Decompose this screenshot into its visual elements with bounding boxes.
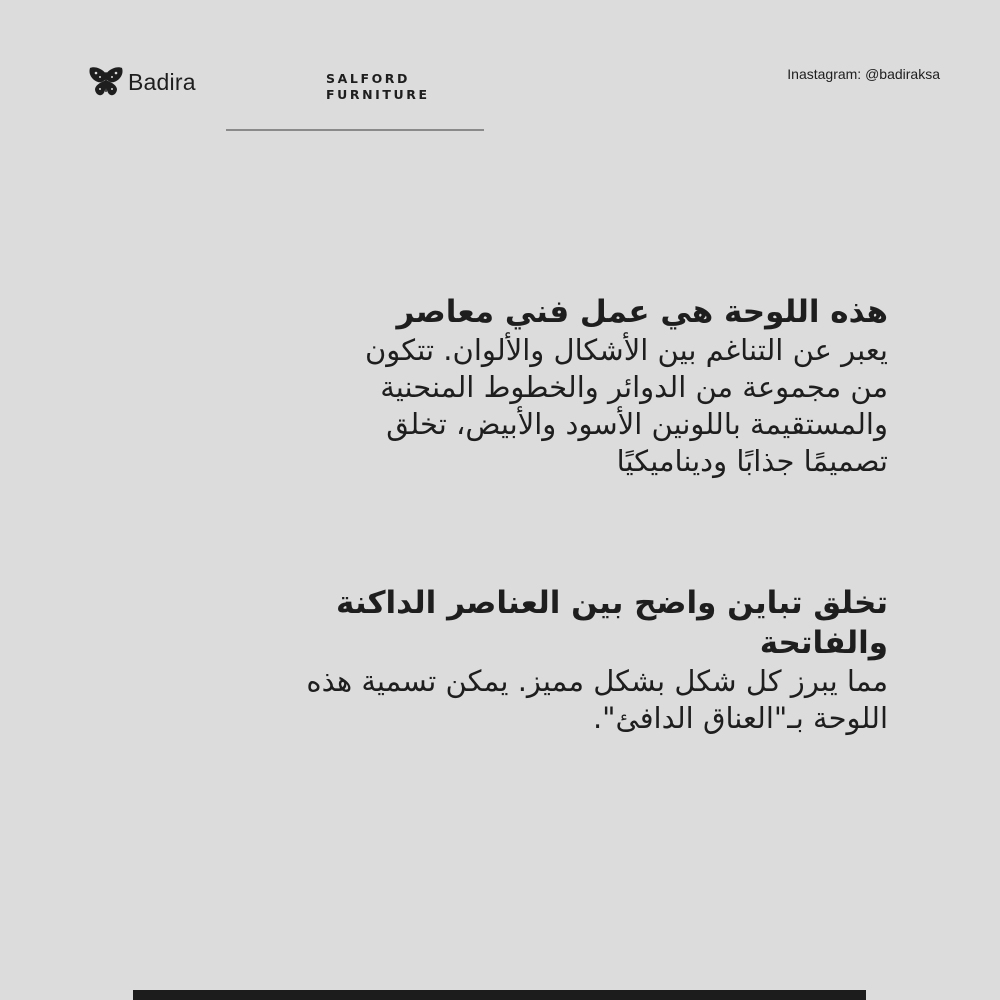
- bottom-bar: [133, 990, 866, 1000]
- block-1-heading: هذه اللوحة هي عمل فني معاصر: [396, 294, 888, 330]
- butterfly-icon: [88, 66, 124, 98]
- brand-name: Badira: [128, 68, 196, 95]
- partner-divider: [226, 129, 484, 131]
- block-1-line: من مجموعة من الدوائر والخطوط المنحنية: [380, 370, 888, 404]
- brand-logo: [88, 66, 196, 98]
- instagram-handle: Inastagram: @badiraksa: [787, 66, 940, 82]
- content-block-2: [208, 583, 888, 737]
- block-2-line: اللوحة بـ"العناق الدافئ".: [592, 701, 888, 735]
- block-1-line: والمستقيمة باللونين الأسود والأبيض، تخلق: [386, 407, 888, 441]
- block-2-line: مما يبرز كل شكل بشكل مميز. يمكن تسمية هذه: [306, 664, 888, 698]
- partner-logo-line2: FURNITURE: [326, 87, 430, 102]
- block-1-line: يعبر عن التناغم بين الأشكال والألوان. تتكون: [364, 333, 888, 367]
- partner-logo-line1: SALFORD: [326, 71, 411, 86]
- content-block-1: [208, 292, 888, 480]
- block-2-heading: تخلق تباين واضح بين العناصر الداكنة والفاتحة: [336, 585, 888, 661]
- partner-logo: [326, 71, 430, 103]
- block-1-line: تصميمًا جذابًا وديناميكيًا: [616, 444, 888, 478]
